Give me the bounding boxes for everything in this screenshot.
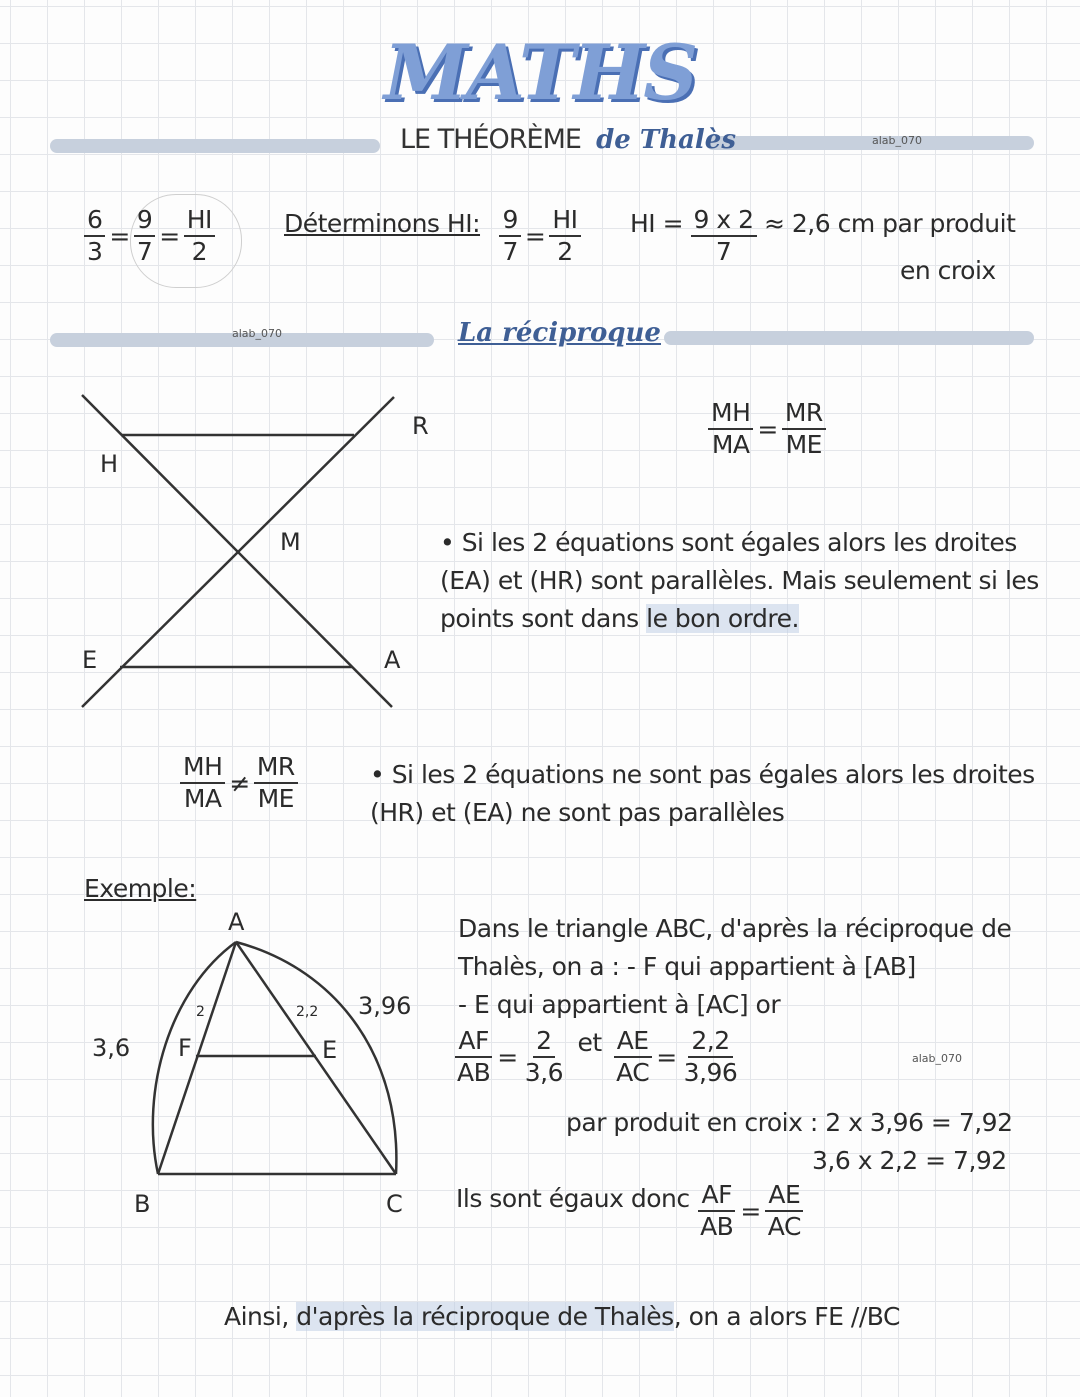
hi-result: HI = $\frac{9 x 2}{7}$ ≈ 2,6 cm par produit xyxy=(630,205,1016,266)
determine-hi: Déterminons HI: $\frac{9}{7}$ = $\frac{HI}{2}$ xyxy=(284,205,581,267)
label-h: H xyxy=(100,450,119,478)
length-af: 2 xyxy=(196,1004,205,1020)
subtitle-script: de Thalès xyxy=(596,125,736,155)
example-label: Exemple: xyxy=(84,874,197,903)
side-ac xyxy=(236,942,396,1174)
watermark-handle: alab_070 xyxy=(232,327,283,340)
section-heading: La réciproque xyxy=(458,318,661,348)
bullet-unequal: • Si les 2 équations ne sont pas égales alors les droites (HR) et (EA) ne sont pas parallèles xyxy=(370,760,1035,827)
example-ratios: $\frac{AF}{AB}$ = $\frac{2}{3,6}$ et $\frac{AE}{AC}$ = $\frac{2,2}{3,96}$ xyxy=(457,1026,738,1087)
unequal-ratios: $\frac{MH}{MA}$ ≠ $\frac{MR}{ME}$ xyxy=(180,752,298,814)
page-title: MATHS xyxy=(383,28,697,117)
ratio-equation: $\frac{6}{3}$ = $\frac{9}{7}$ = $\frac{HI}{2}$ xyxy=(84,205,215,267)
label-f: F xyxy=(178,1034,192,1062)
length-ab: 3,6 xyxy=(92,1034,131,1062)
fraction: $\frac{6}{3}$ xyxy=(84,205,105,267)
header-band-left xyxy=(50,139,380,153)
watermark-handle: alab_070 xyxy=(872,134,923,147)
cross-product-1: par produit en croix : 2 x 3,96 = 7,92 xyxy=(566,1108,1013,1137)
cross-product-2: 3,6 x 2,2 = 7,92 xyxy=(812,1146,1007,1175)
bullet-equal: • Si les 2 équations sont égales alors les droites (EA) et (HR) sont parallèles. Mais seulement si les points sont dans le bon ordre. xyxy=(440,528,1039,633)
label-a: A xyxy=(228,908,245,936)
label-m: M xyxy=(280,528,301,556)
en-croix-text: en croix xyxy=(900,256,996,285)
highlight: le bon ordre. xyxy=(646,604,799,633)
highlight: d'après la réciproque de Thalès xyxy=(296,1302,674,1331)
watermark-handle: alab_070 xyxy=(912,1052,963,1065)
label-c: C xyxy=(386,1190,403,1218)
fraction: $\frac{HI}{2}$ xyxy=(184,205,215,267)
length-ac: 3,96 xyxy=(358,992,412,1020)
final-conclusion: Ainsi, d'après la réciproque de Thalès, on a alors FE //BC xyxy=(224,1302,900,1331)
label-e: E xyxy=(82,646,98,674)
butterfly-figure xyxy=(70,385,410,715)
section-band-right xyxy=(664,331,1034,345)
fraction: $\frac{9}{7}$ xyxy=(134,205,155,267)
label-b: B xyxy=(134,1190,151,1218)
label-r: R xyxy=(412,412,429,440)
side-ab xyxy=(158,942,236,1174)
header-band-right xyxy=(706,136,1034,150)
example-text: Dans le triangle ABC, d'après la réciproque de Thalès, on a : - F qui appartient à [AB] - E qui appartient à [AC] or xyxy=(458,914,1012,1019)
page-subtitle xyxy=(400,124,736,155)
label-a: A xyxy=(384,646,401,674)
length-ae: 2,2 xyxy=(296,1004,319,1020)
subtitle-main: LE THÉORÈME xyxy=(400,124,581,155)
label-e: E xyxy=(322,1036,338,1064)
equal-ratios: $\frac{MH}{MA}$ = $\frac{MR}{ME}$ xyxy=(708,398,826,460)
equal-conclusion: Ils sont égaux donc $\frac{AF}{AB}$ = $\frac{AE}{AC}$ xyxy=(456,1180,804,1242)
